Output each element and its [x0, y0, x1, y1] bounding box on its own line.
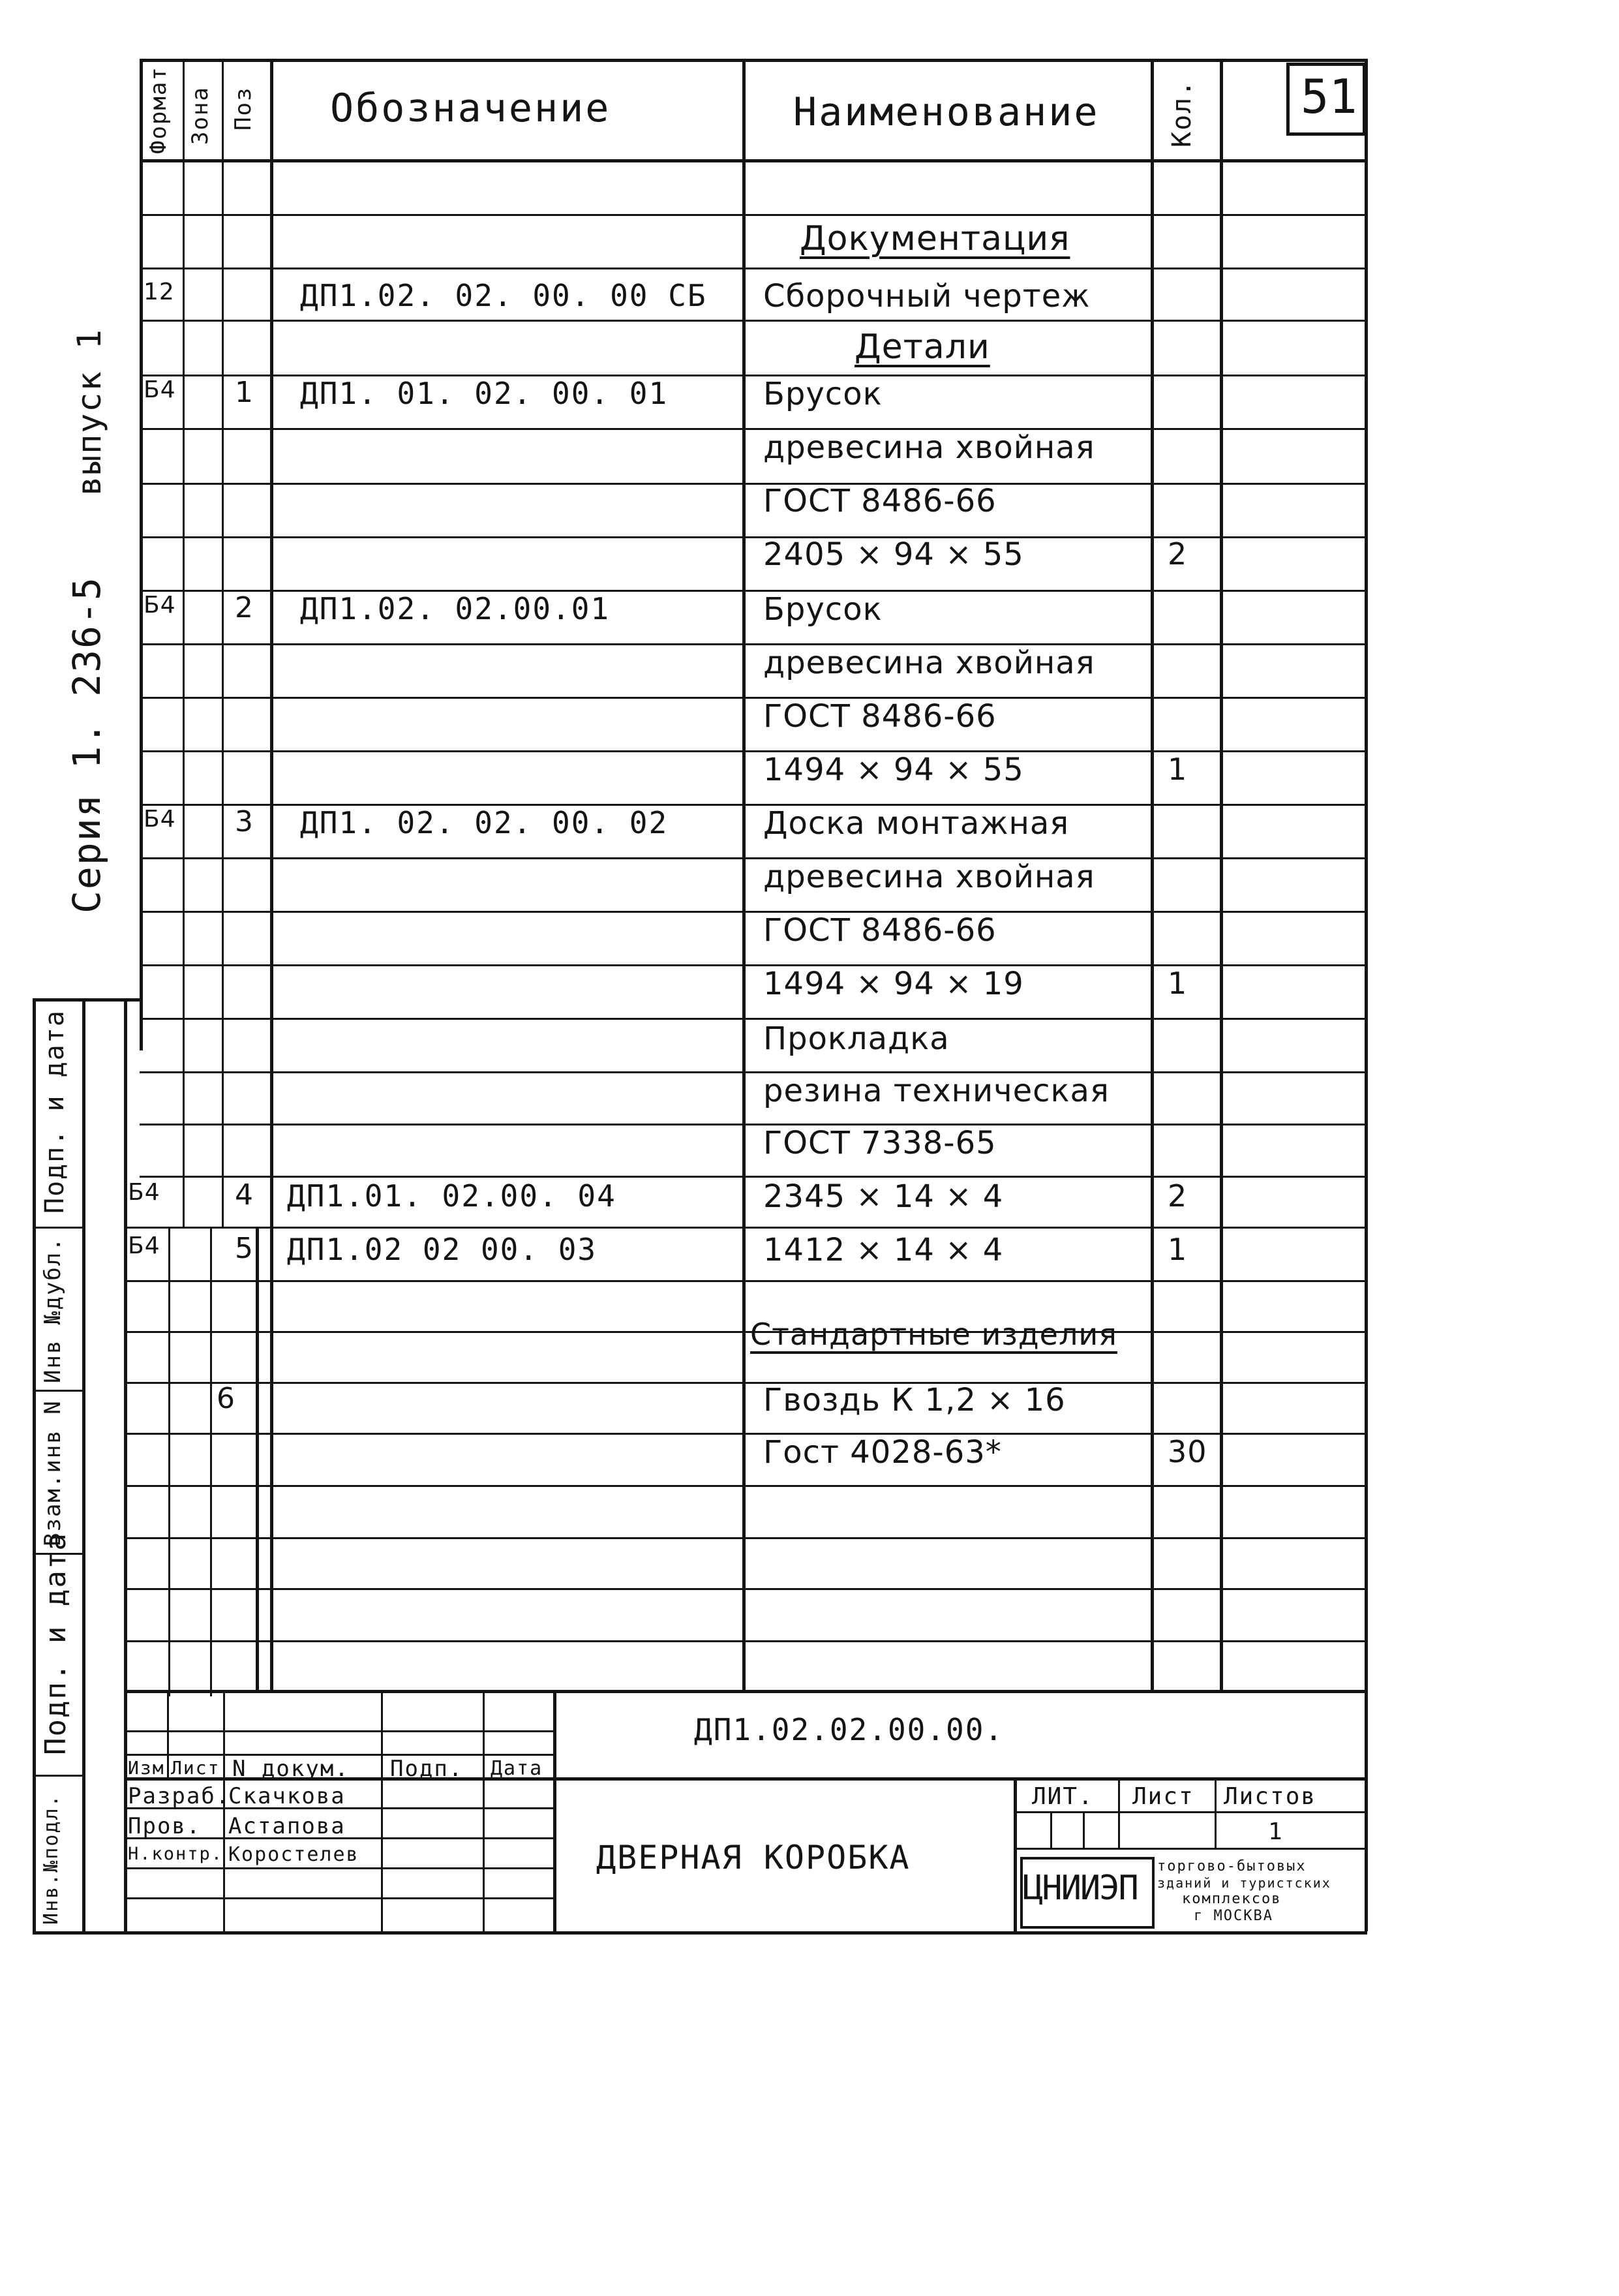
header-designation: Обозначение [330, 85, 611, 131]
tb-col-1 [167, 1690, 169, 1777]
table-row-line [124, 1382, 1366, 1384]
table-row-line [140, 268, 1366, 269]
table-row-line [140, 1018, 1366, 1020]
col-sep-qty [1151, 59, 1154, 1690]
sheet-number: 51 [1301, 69, 1357, 124]
header-zone: Зона [187, 86, 213, 145]
tb-row-6 [124, 1867, 554, 1869]
tb-lit-row-2 [1014, 1848, 1367, 1850]
row-pos: 5 [235, 1232, 254, 1265]
row-name: ГОСТ 8486-66 [763, 483, 997, 519]
tb-row-1 [124, 1730, 554, 1732]
table-row-line [140, 857, 1366, 859]
margin-series: Серия 1. 236-5 [65, 576, 109, 913]
table-row-line [124, 1331, 1366, 1333]
margin-replace-inv: Взам.инв N [40, 1400, 66, 1546]
tb-col-7 [1118, 1777, 1120, 1849]
table-row-line [140, 1071, 1366, 1073]
tb-lit-a [1050, 1811, 1052, 1848]
org-line1: торгово-бытовых [1157, 1858, 1307, 1875]
row-name: Гвоздь К 1,2 × 16 [763, 1382, 1066, 1418]
tb-lit-b [1083, 1811, 1085, 1848]
row-name: резина техническая [763, 1073, 1110, 1109]
margin-sign-date-1: Подп. и дата [40, 1009, 70, 1214]
tb-lit-row [1014, 1811, 1367, 1813]
tb-role-check: Пров. [128, 1813, 202, 1839]
row-designation: ДП1. 02. 02. 00. 02 [300, 805, 669, 840]
row-name: древесина хвойная [763, 429, 1095, 466]
tb-role-dev: Разраб. [128, 1783, 231, 1809]
col-sep-note [1220, 59, 1223, 1690]
row-name: Доска монтажная [763, 805, 1070, 842]
row-format: Б4 [128, 1232, 160, 1259]
row-qty: 2 [1168, 536, 1188, 572]
tb-sheet-label: Лист [1132, 1783, 1194, 1810]
table-row-line [140, 911, 1366, 913]
table-row-line [140, 1124, 1366, 1125]
frame-top [140, 59, 1367, 62]
tb-sheets-label: Листов [1224, 1783, 1317, 1810]
table-row-line [140, 320, 1366, 322]
tb-title: ДВЕРНАЯ КОРОБКА [596, 1839, 911, 1876]
table-row-line [140, 428, 1366, 430]
section-standard-items: Стандартные изделия [750, 1317, 1117, 1352]
tb-col-change: Изм [128, 1757, 165, 1779]
col-sep-desig [270, 59, 273, 1690]
row-name: ГОСТ 8486-66 [763, 698, 997, 735]
margin-dup-inv: Инв №дубл. [40, 1236, 66, 1383]
margin-orig-inv: Инв.№подл. [40, 1794, 63, 1925]
table-row-line [124, 1537, 1366, 1539]
row-name: ГОСТ 8486-66 [763, 912, 997, 949]
col-sep-pos-lower [210, 1227, 212, 1696]
margin-div-4 [33, 1775, 85, 1777]
row-designation: ДП1.02. 02.00.01 [300, 591, 611, 626]
row-designation: ДП1.01. 02.00. 04 [287, 1178, 616, 1214]
tb-col-8 [1215, 1777, 1217, 1849]
tb-col-doc: N докум. [232, 1756, 350, 1782]
header-bottom [140, 159, 1367, 162]
margin-strip-bottom [33, 1931, 1367, 1935]
tb-col-sheet: Лист [171, 1757, 220, 1779]
row-format: Б4 [144, 592, 176, 619]
row-qty: 1 [1168, 752, 1188, 787]
row-pos: 1 [235, 376, 254, 409]
row-name: Гост 4028-63* [763, 1434, 1002, 1471]
tb-col-5 [553, 1690, 556, 1931]
row-name: 1494 × 94 × 55 [763, 752, 1024, 788]
tb-name-norm: Коростелев [228, 1843, 359, 1866]
tb-row-7 [124, 1897, 554, 1899]
tb-role-norm: Н.контр. [128, 1844, 224, 1864]
table-row-line [124, 1588, 1366, 1590]
tb-top [124, 1690, 1367, 1693]
tb-col-6 [1014, 1777, 1017, 1931]
row-name: ГОСТ 7338-65 [763, 1125, 997, 1161]
col-sep-name [742, 59, 746, 1690]
table-row-line [140, 643, 1366, 645]
tb-lit-label: ЛИТ. [1032, 1783, 1094, 1810]
table-row-line [140, 697, 1366, 699]
margin-strip-top [33, 998, 140, 1002]
tb-col-sign: Подп. [390, 1756, 464, 1782]
row-pos: 4 [235, 1178, 254, 1212]
row-format: 12 [144, 279, 175, 305]
row-name: древесина хвойная [763, 859, 1095, 895]
section-documentation: Документация [800, 219, 1070, 258]
tb-name-check: Астапова [228, 1813, 346, 1839]
row-name: древесина хвойная [763, 645, 1095, 681]
org-line3: комплексов [1182, 1891, 1282, 1907]
row-name: 1412 × 14 × 4 [763, 1232, 1004, 1268]
row-pos: 2 [235, 591, 254, 624]
tb-col-4 [483, 1690, 485, 1931]
row-name: Сборочный чертеж [763, 278, 1091, 314]
col-sep-zone-lower [168, 1227, 170, 1696]
frame-left [140, 59, 143, 1050]
margin-div-1 [33, 1227, 85, 1229]
row-designation: ДП1.02. 02. 00. 00 СБ [300, 278, 707, 313]
org-line2: зданий и туристских [1157, 1875, 1331, 1891]
row-name: 2405 × 94 × 55 [763, 536, 1024, 573]
row-pos: 6 [217, 1382, 235, 1415]
org-logo: ЦНИИЭП [1023, 1869, 1138, 1908]
tb-sheets-value: 1 [1268, 1818, 1284, 1845]
table-row-line [140, 483, 1366, 485]
row-designation: ДП1. 01. 02. 00. 01 [300, 376, 669, 411]
row-designation: ДП1.02 02 00. 03 [287, 1232, 598, 1267]
table-row-line [124, 1280, 1366, 1282]
org-line4: г МОСКВА [1194, 1908, 1273, 1924]
table-row-line [124, 1640, 1366, 1642]
row-qty: 30 [1168, 1434, 1207, 1469]
row-qty: 2 [1168, 1178, 1188, 1214]
row-pos: 3 [235, 805, 254, 838]
row-format: Б4 [128, 1179, 160, 1206]
row-name: Прокладка [763, 1020, 950, 1057]
row-format: Б4 [144, 376, 176, 403]
tb-doc-code: ДП1.02.02.00.00. [694, 1712, 1005, 1747]
row-qty: 1 [1168, 1232, 1188, 1267]
row-name: 1494 × 94 × 19 [763, 966, 1024, 1002]
table-row-line [124, 1485, 1366, 1487]
row-name: Брусок [763, 591, 883, 628]
table-row-line [140, 1176, 1366, 1178]
tb-col-2 [223, 1690, 225, 1931]
tb-col-date: Дата [491, 1757, 543, 1780]
margin-div-2 [33, 1390, 85, 1392]
header-qty: Кол. [1167, 79, 1197, 147]
col-sep-zone [183, 59, 185, 1227]
header-name: Наименование [793, 89, 1100, 135]
tb-col-3 [381, 1690, 383, 1931]
col-sep-desig-lower [256, 1227, 259, 1690]
frame-right [1365, 59, 1368, 1931]
frame-left-lower [124, 998, 127, 1931]
header-format: Формат [145, 66, 172, 154]
row-name: 2345 × 14 × 4 [763, 1178, 1004, 1215]
row-qty: 1 [1168, 966, 1188, 1001]
margin-strip-left [33, 998, 36, 1931]
margin-issue: выпуск 1 [70, 328, 108, 496]
section-details: Детали [855, 328, 990, 367]
row-name: Брусок [763, 376, 883, 412]
header-pos: Поз [230, 86, 256, 130]
margin-sign-date-2: Подп. и дата [39, 1532, 72, 1755]
table-row-line [140, 214, 1366, 216]
col-sep-pos [222, 59, 224, 1227]
row-format: Б4 [144, 806, 176, 833]
table-row-line [124, 1227, 1366, 1229]
tb-name-dev: Скачкова [228, 1783, 346, 1809]
margin-strip-right [82, 998, 85, 1931]
